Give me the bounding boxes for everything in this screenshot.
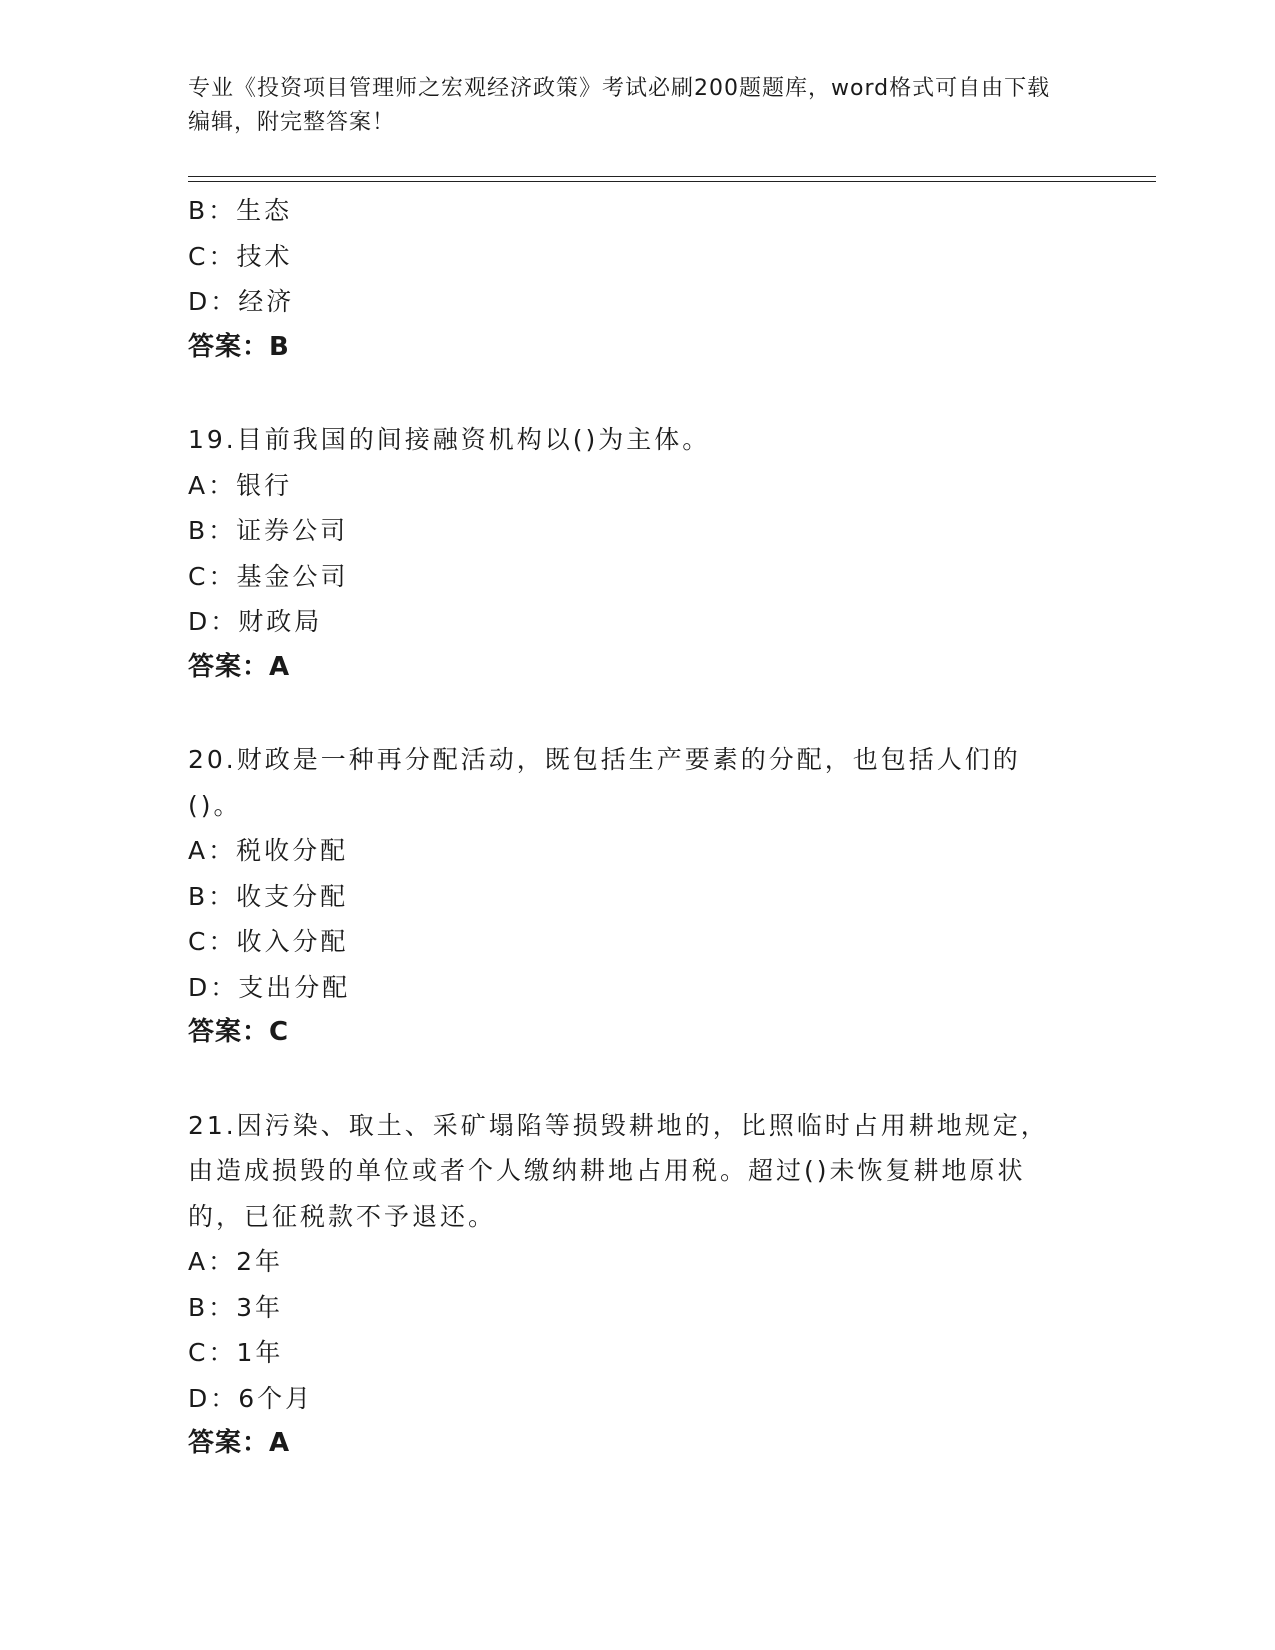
- spacer: [188, 1056, 1088, 1103]
- question-block-18: [188, 188, 1088, 370]
- option-c: C：技术: [188, 241, 293, 271]
- option-b: B：证券公司: [188, 516, 349, 545]
- question-stem: 21.因污染、取土、采矿塌陷等损毁耕地的，比照临时占用耕地规定，由造成损毁的单位或者个人缴纳耕地占用税。超过()未恢复耕地原状的，已征税款不予退还。: [188, 1110, 1049, 1231]
- option-c: C：1年: [188, 1338, 284, 1367]
- option-b: B：生态: [188, 196, 293, 225]
- option-a: A：税收分配: [188, 836, 349, 865]
- document-header: 专业《投资项目管理师之宏观经济政策》考试必刷200题题库，word格式可自由下载编辑，附完整答案！: [188, 76, 1051, 135]
- answer-line: 答案：A: [188, 1428, 291, 1458]
- question-stem: 19.目前我国的间接融资机构以()为主体。: [188, 425, 711, 454]
- option-b: B：收支分配: [188, 881, 349, 911]
- answer-line: 答案：C: [188, 1017, 290, 1047]
- question-block-21: [188, 1103, 1088, 1467]
- option-d: D：经济: [188, 287, 295, 316]
- option-b: B：3年: [188, 1292, 284, 1322]
- question-block-20: [188, 737, 1088, 1056]
- question-stem: 20.财政是一种再分配活动，既包括生产要素的分配，也包括人们的()。: [188, 745, 1021, 820]
- question-list: [188, 188, 1088, 1467]
- option-a: A：银行: [188, 470, 293, 500]
- option-d: D：6个月: [188, 1383, 314, 1413]
- answer-line: 答案：B: [188, 331, 290, 362]
- header-divider-bottom: [188, 181, 1156, 182]
- spacer: [188, 690, 1088, 737]
- option-a: A：2年: [188, 1247, 284, 1276]
- option-c: C：基金公司: [188, 561, 349, 591]
- spacer: [188, 370, 1088, 417]
- header-divider-top: [188, 176, 1156, 177]
- answer-line: 答案：A: [188, 651, 291, 682]
- option-c: C：收入分配: [188, 927, 349, 956]
- option-d: D：财政局: [188, 607, 323, 636]
- question-block-19: [188, 417, 1088, 690]
- option-d: D：支出分配: [188, 972, 351, 1002]
